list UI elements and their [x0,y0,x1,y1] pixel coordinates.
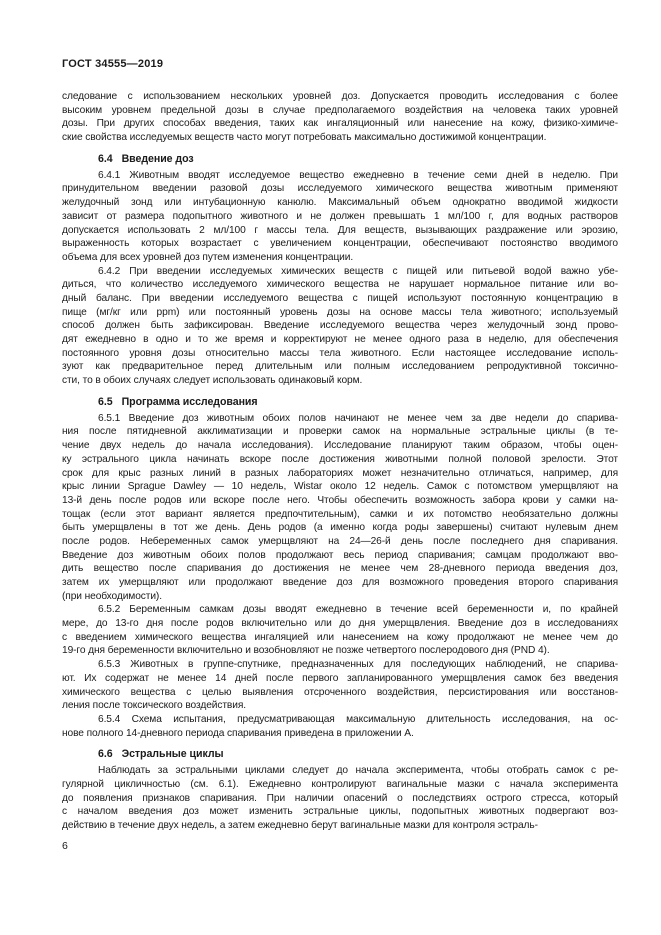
text-line: принудительном введении разовой дозы исследуемого химического вещества животным применяют [62,183,618,195]
text-line: 6.5.2 Беременным самкам дозы вводят ежедневно в течение всей беременности и, по крайней [98,604,618,616]
text-line: желудочный зонд или интубационную канюлю. Максимальный объем однократно вводимой жидкости [62,197,618,209]
paragraph [62,412,618,604]
text-line: 6.4.2 При введении исследуемых химических веществ с пищей или питьевой водой важно убе- [98,265,618,277]
text-line: дить вещество после спаривания до достижения не менее чем 28-дневного периода введения доз, [62,563,618,575]
text-line: ские свойства исследуемых веществ часто могут потребовать максимально достижимой концентрации. [62,132,547,144]
text-line: 6.5.1 Введение доз животным обоих полов начинают не менее чем за две недели до спарива- [98,412,618,424]
text-line: дный баланс. При введении исследуемого вещества с пищей используют постоянную концентрацию в [62,292,618,304]
text-line: ку эстрального цикла начинать вскоре после достижения животными полной половой зрелости. Этот [62,453,618,465]
paragraph [62,713,618,740]
text-line: химического вещества с целью выявления отсроченного воздействия, персистирования или восстанов- [62,686,618,698]
text-line: зависит от размера подопытного животного и не должен превышать 1 мл/100 г, для водных растворов [62,210,618,222]
text-line: следование с использованием нескольких уровней доз. Допускается проводить исследования с более [62,91,618,102]
text-line: мере, до 13-го дня после родов включительно или до дня умерщвления. Введение доз в исследованиях [62,618,618,630]
text-line: крыс линии Sprague Dawley — 10 недель, Wistar около 12 недель. Самок с потомством умерщвляют на [62,481,618,493]
text-line: с началом введения доз может изменить эстральные циклы, подопытных животных подвергают воз- [62,806,618,818]
running-header: ГОСТ 34555—2019 [62,58,164,70]
paragraph [62,90,618,145]
text-line: ют. Их содержат не менее 14 дней после первого запланированного умерщвления самок без введения [62,672,618,684]
text-line: затем их умерщвляют или продолжают введение доз для возможного проведения второго спаривания [62,577,618,588]
text-line: 6.5.4 Схема испытания, предусматривающая максимальную длительность исследования, на ос- [98,713,618,725]
text-line: ния после пятидневной акклиматизации и проверки самок на нормальные эстральные циклы (в те- [62,426,618,438]
text-line: сти, то в обоих случаях следует использовать одинаковый корм. [62,375,363,387]
text-line: действию в течение двух недель, а затем ежедневно берут вагинальные мазки для контроля эстраль- [62,820,538,831]
paragraph [62,265,618,388]
section-heading [62,153,618,165]
text-line: Наблюдать за эстральными циклами следует до начала эксперимента, чтобы отобрать самок с ре- [98,765,618,777]
text-line: дозы. При других способах введения, таких как ингаляционный или нанесение на кожу, физико-химиче- [62,118,618,130]
text-line: пище (мг/кг или ppm) или постоянный уровень дозы на основе массы тела животного; используемый [62,306,618,318]
text-line: 6.5.3 Животных в группе-спутнике, предназначенных для последующих наблюдений, не спарива- [98,659,618,671]
text-line: постоянного уровня дозы относительно массы тела животного. Если настоящее исследование исполь- [62,347,618,359]
section-heading [62,748,618,760]
section-number: 6.5 [98,395,113,408]
section-title: Эстральные циклы [121,748,224,761]
text-line: выраженность которых возрастает с увеличением концентрации, обеспечивают постоянство вводимого [62,238,618,250]
section-number: 6.4 [98,152,113,165]
text-line: гулярной цикличностью (см. 6.1). Ежедневно контролируют вагинальные мазки с начала эксперимента [62,778,618,790]
text-line: 13-й день после родов или вскоре после него. Чтобы обеспечить возможность забора крови у самки на- [62,494,618,506]
text-line: Введение доз животным обоих полов продолжают весь период спаривания; самцам продолжают вво- [62,549,618,561]
section-title: Введение доз [121,152,194,165]
text-line: объема для всех уровней доз путем изменения концентрации. [62,251,354,263]
text-line: срок для крыс разных линий в разных лабораториях может незначительно отличаться, например, для [62,467,618,479]
section-title: Программа исследования [121,395,258,408]
text-line: после родов. Небеременных самок умерщвляют на 24—26-й день после последнего дня спаривания. [62,535,618,547]
section-number: 6.6 [98,748,113,761]
paragraph [62,169,618,265]
text-line: диться, что количество исследуемого химического вещества не нарушает нормальное питание или во- [62,279,618,291]
text-line: допускается использовать 2 мл/100 г массы тела. Для веществ, вызывающих раздражение или эрозию, [62,224,618,236]
text-line: с введением химического вещества ингаляцией или нанесением на кожу продолжают не менее чем до [62,631,618,643]
text-line: 6.4.1 Животным вводят исследуемое вещество ежедневно в течение семи дней в неделю. При [98,169,618,181]
text-line: до появления признаков спаривания. При наличии опасений о последствиях острого стресса, который [62,792,618,804]
paragraph [62,658,618,713]
text-line: высоким уровнем предельной дозы в случае предполагаемого воздействия на человека таких уровней [62,104,618,116]
text-line: способ должен быть зафиксирован. Введение исследуемого вещества через желудочный зонд прово- [62,320,618,332]
text-line: ления после токсического воздействия. [62,700,246,712]
section-heading [62,396,618,408]
text-column [62,58,618,852]
text-line: зуют как предварительное перед длительным или полным исследованием репродуктивной токсично- [62,361,618,373]
text-line: тощак (если этот вариант является предпочтительным), самки и их потомство необязательно должны [62,508,618,520]
text-line: 19-го дня беременности включительно и возобновляют не позже четвертого послеродового дня (PND 4). [62,645,550,657]
page-number: 6 [62,839,68,852]
text-line: чение двух недель до начала исследования). Исследование планируют таким образом, чтобы оцен- [62,440,618,452]
text-line: быть умерщвлены в тот же день. День родов (а именно когда роды завершены) считают нулевым днем [62,522,618,534]
text-line: дят ежедневно в одно и то же время и корректируют не менее одного раза в неделю, для обеспечения [62,334,618,345]
text-line: нове полного 14-дневного периода спаривания приведена в приложении А. [62,727,414,739]
paragraph [62,603,618,658]
document-body [62,90,618,833]
text-line: (при необходимости). [62,590,162,602]
paragraph [62,764,618,832]
